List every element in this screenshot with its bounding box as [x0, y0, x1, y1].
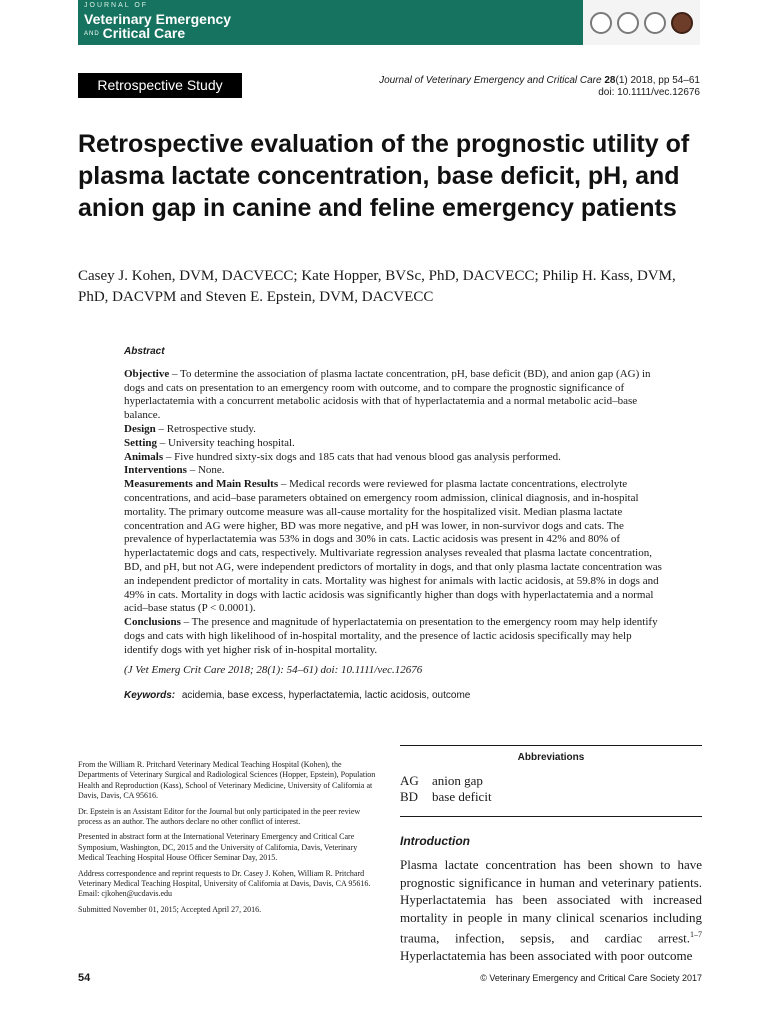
- abstract-section-text: – The presence and magnitude of hyperlactatemia on presentation to the emergency room may help identify dogs and cats with high likelihood of in-hospital mortality, and the presence of lactic acidosis specifically may help identify dogs with yet higher risk of in-hospital mortality.: [124, 616, 658, 656]
- introduction-body: Plasma lactate concentration has been shown to have prognostic significance in human and veterinary patients. Hyperlactatemia has been associated with increased mortality in people in many clinical scenarios including trauma, infection, sepsis, and cardiac arrest.: [400, 857, 702, 946]
- citation-line: [379, 75, 700, 87]
- abstract-cite-line: (J Vet Emerg Crit Care 2018; 28(1): 54–61) doi: 10.1111/vec.12676: [124, 663, 423, 676]
- citation-issue-pages: (1) 2018, pp 54–61: [615, 75, 700, 86]
- abstract-section: [124, 368, 662, 423]
- abstract-section-label: Design: [124, 422, 156, 435]
- divider: [400, 816, 702, 817]
- abbreviation-definition: anion gap: [432, 773, 483, 788]
- journal-name-line1: Veterinary Emergency: [84, 11, 232, 27]
- keywords: [124, 689, 662, 703]
- study-type-badge: Retrospective Study: [78, 73, 242, 98]
- authors: Casey J. Kohen, DVM, DACVECC; Kate Hopper, BVSc, PhD, DACVECC; Philip H. Kass, DVM, PhD, DACVPM and Steven E. Epstein, DVM, DACVECC: [78, 268, 676, 305]
- abstract-section-label: Setting: [124, 436, 157, 449]
- abbreviation-row: [400, 773, 702, 789]
- seal-icon: [617, 12, 639, 34]
- seal-icon: [644, 12, 666, 34]
- footnotes: [78, 760, 380, 920]
- citation-journal: Journal of Veterinary Emergency and Critical Care: [379, 75, 602, 86]
- copyright: © Veterinary Emergency and Critical Care Society 2017: [480, 973, 702, 983]
- abstract-section-label: Measurements and Main Results: [124, 478, 279, 491]
- introduction-text: [400, 856, 702, 964]
- abstract-section-text: – University teaching hospital.: [157, 436, 295, 449]
- journal-name-line2-text: Critical Care: [102, 25, 186, 41]
- page-number: 54: [78, 972, 91, 984]
- abbreviation-term: AG: [400, 773, 419, 788]
- journal-banner: [78, 0, 700, 45]
- seal-icon: [671, 12, 693, 34]
- abstract-section: [124, 423, 662, 437]
- abbreviations-title: Abbreviations: [517, 752, 585, 763]
- abstract-section-label: Animals: [124, 450, 164, 463]
- abbreviations-box: [400, 745, 702, 817]
- seal-icon: [590, 12, 612, 34]
- journal-name-line2: [84, 25, 185, 41]
- note-correspondence: Address correspondence and reprint requests to Dr. Casey J. Kohen, William R. Pritchard Veterinary Medical Teaching Hospital, University of California at Davis, Davis, CA 95616. Email: cjkohen@ucdavis.edu: [78, 868, 371, 899]
- abstract-section: [124, 478, 662, 616]
- introduction-heading: Introduction: [400, 834, 470, 848]
- divider: [400, 745, 702, 746]
- note-submitted: Submitted November 01, 2015; Accepted April 27, 2016.: [78, 904, 262, 914]
- citation: [379, 75, 700, 99]
- keywords-text: acidemia, base excess, hyperlactatemia, lactic acidosis, outcome: [181, 690, 471, 702]
- abstract-section-text: – To determine the association of plasma lactate concentration, pH, base deficit (BD), and anion gap (AG) in dogs and cats on presentation to an emergency room with outcome, and to compare the prognostic significance of hyperlactatemia with a concurrent metabolic acidosis with that of hyperlactatemia and a normal metabolic acid–base balance.: [124, 367, 651, 422]
- abstract-heading: Abstract: [124, 346, 165, 357]
- abstract-section-text: – Five hundred sixty-six dogs and 185 cats that had venous blood gas analysis performed.: [163, 450, 561, 463]
- note-presented: Presented in abstract form at the International Veterinary Emergency and Critical Care Symposium, Washington, DC, 2015 and the University of California, Davis, Veterinary Medical Teaching Hospital House Officer Seminar Day, 2015.: [78, 832, 358, 863]
- society-seals: [583, 0, 700, 45]
- abstract-section-label: Interventions: [124, 464, 187, 477]
- abbreviation-row: [400, 789, 702, 805]
- abstract-section-text: – None.: [186, 464, 225, 477]
- abstract-section-text: – Retrospective study.: [155, 422, 256, 435]
- note-conflict: Dr. Epstein is an Assistant Editor for the Journal but only participated in the peer review process as an author. The authors declare no other conflict of interest.: [78, 806, 361, 827]
- citation-volume: 28: [604, 75, 616, 86]
- journal-and: AND: [84, 31, 100, 38]
- abstract-section: [124, 464, 662, 478]
- introduction-body-continued: Hyperlactatemia has been associated with poor outcome: [400, 947, 693, 963]
- abbreviation-definition: base deficit: [432, 789, 492, 804]
- abstract-section-label: Conclusions: [124, 616, 181, 629]
- abstract-section: [124, 451, 662, 465]
- keywords-label: Keywords:: [124, 690, 176, 702]
- abstract-section: [124, 616, 662, 657]
- abstract-section: [124, 437, 662, 451]
- note-affiliation: From the William R. Pritchard Veterinary Medical Teaching Hospital (Kohen), the Departments of Veterinary Surgical and Radiological Sciences (Hopper, Epstein), Population Health and Reproduction (Kass), School of Veterinary Medicine, University of California at Davis, Davis, CA 95616.: [78, 760, 376, 801]
- page-title: Retrospective evaluation of the prognostic utility of plasma lactate concentration, base deficit, pH, and anion gap in canine and feline emergency patients: [78, 130, 690, 222]
- abstract-sections: [124, 368, 662, 658]
- abstract: [124, 345, 662, 703]
- journal-label-small: JOURNAL OF: [84, 2, 149, 9]
- abbreviation-term: BD: [400, 789, 419, 804]
- citation-doi: doi: 10.1111/vec.12676: [598, 87, 700, 98]
- abstract-section-text: – Medical records were reviewed for plasma lactate concentrations, electrolyte concentrations, and acid–base parameters obtained on emergency room admission, clinical diagnosis, and in-hospital mortality. The primary outcome measure was all-cause mortality for the hospitalized visit. Median plasma lactate concentration and AG were higher, BD was more negative, and pH was lower, in non-survivor dogs and cats. The prevalence of hyperlactatemia was 53% in dogs and 30% in cats. Lactic acidosis was present in 42% and 80% of hyperlactatemic dogs and cats, respectively. Multivariate regression analyses revealed that plasma lactate concentration, BD, and pH, but not AG, were independent predictors of mortality in dogs, and that only plasma lactate concentration was an independent predictor of mortality in cats. Mortality was highest for animals with lactic acidosis, at 59.8% in dogs and 49% in cats. Mortality in dogs with lactic acidosis was significantly higher than dogs with hyperlactatemia and a normal acid–base status (P < 0.0001).: [124, 478, 662, 615]
- abstract-section-label: Objective: [124, 367, 170, 380]
- reference-superscript: 1–7: [690, 930, 702, 939]
